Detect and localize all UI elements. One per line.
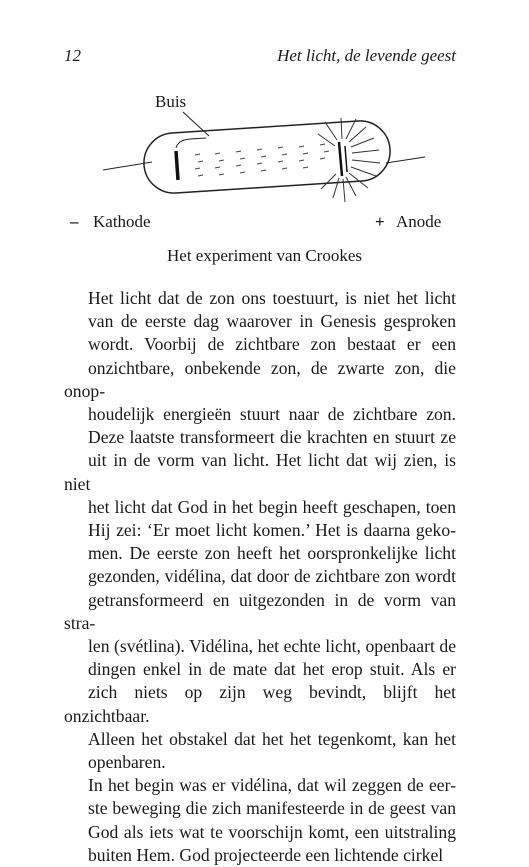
text-line: ste beweging die zich manifesteerde in de geest van xyxy=(88,798,456,819)
text-line: wordt. Voorbij de zichtbare zon bestaat er een xyxy=(88,334,456,355)
body-text xyxy=(64,287,456,867)
label-cathode: Kathode xyxy=(93,212,151,231)
text-line: Deze laatste transformeert die krachten en stuurt ze xyxy=(88,427,456,448)
text-line: houdelijk energieën stuurt naar de zichtbare zon. xyxy=(88,404,456,425)
crookes-figure xyxy=(0,0,529,270)
text-line: In het begin was er vidélina, dat wil zeggen de eer- xyxy=(88,775,456,796)
text-line: zich niets op zijn weg bevindt, blijft het onzichtbaar. xyxy=(64,682,456,726)
cathode-rays xyxy=(195,144,329,176)
anode-plate-inner xyxy=(345,146,347,172)
text-line: Hij zei: ‘Er moet licht komen.’ Het is daarna geko- xyxy=(88,520,456,541)
text-line: getransformeerd en uitgezonden in de vorm van stra- xyxy=(64,589,456,633)
text-line: men. De eerste zon heeft het oorspronkelijke licht xyxy=(88,543,456,564)
text-line: uit in de vorm van licht. Het licht dat wij zien, is niet xyxy=(64,450,456,494)
text-line: God als iets wat te voorschijn komt, een uitstraling xyxy=(88,821,456,842)
cathode-sign: – xyxy=(70,212,79,231)
text-line: openbaren. xyxy=(88,752,166,773)
anode-plate xyxy=(339,142,342,176)
figure-caption: Het experiment van Crookes xyxy=(167,246,362,265)
running-title: Het licht, de levende geest xyxy=(277,46,456,65)
paragraph-2 xyxy=(64,774,456,867)
anode-sign: + xyxy=(375,212,385,231)
crookes-tube-illustration xyxy=(0,0,529,270)
anode-wire xyxy=(386,157,425,163)
cathode-plate xyxy=(176,151,178,180)
text-line: dingen enkel in de mate dat het erop stuit. Als er xyxy=(88,659,456,680)
text-line: gezonden, vidélina, dat door de zichtbare zon wordt xyxy=(88,566,456,587)
text-line: buiten Hem. God projecteerde een lichtende cirkel xyxy=(88,844,444,865)
text-line: het licht dat God in het begin heeft geschapen, toen xyxy=(88,496,456,517)
text-line: Het licht dat de zon ons toestuurt, is niet het licht xyxy=(88,288,456,308)
text-line: onzichtbare, onbekende zon, de zwarte zon, die onop- xyxy=(64,357,456,401)
text-line: len (svétlina). Vidélina, het echte licht, openbaart de xyxy=(88,636,456,657)
label-anode: Anode xyxy=(396,212,442,231)
anode-glow-rays xyxy=(318,118,380,202)
text-line: Alleen het obstakel dat het het tegenkomt, kan het xyxy=(88,728,456,749)
label-tube: Buis xyxy=(155,92,187,111)
text-line: van de eerste dag waarover in Genesis gesproken xyxy=(88,311,456,332)
tube-outline xyxy=(144,121,390,193)
page-number: 12 xyxy=(64,46,81,65)
tube-highlight xyxy=(176,138,206,148)
paragraph-1 xyxy=(64,287,456,774)
